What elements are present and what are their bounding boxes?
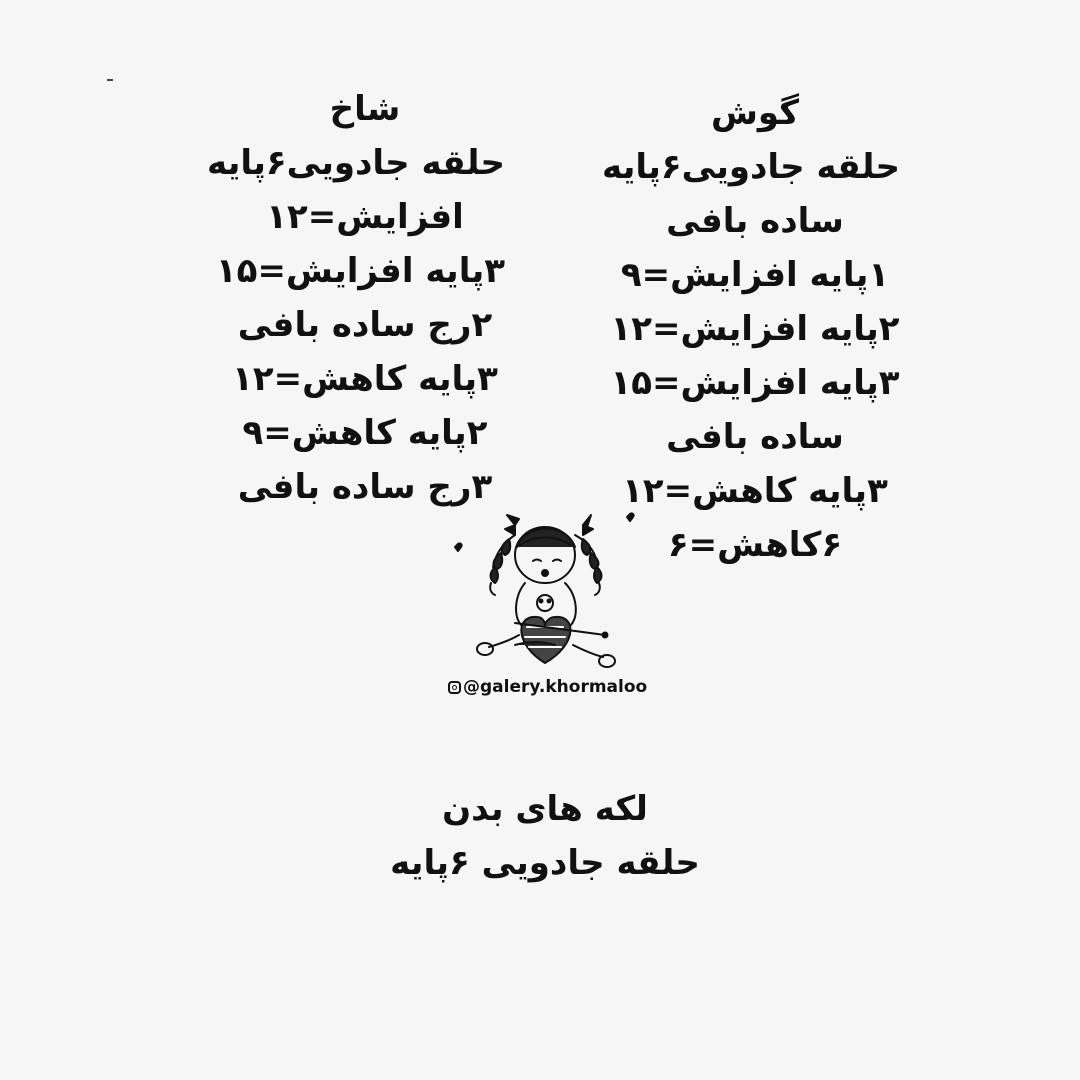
- ear-step: ۱پایه افزایش=۹: [620, 255, 890, 295]
- body-spots-title: لکه های بدن: [442, 789, 648, 829]
- horn-pattern: [206, 82, 505, 514]
- horn-step: افزایش=۱۲: [266, 197, 464, 237]
- horn-step: حلقه جادویی۶پایه: [206, 143, 505, 183]
- ear-step: ساده بافی: [666, 417, 844, 457]
- ear-step: ۳پایه کاهش=۱۲: [622, 471, 888, 511]
- instagram-handle: [448, 677, 647, 697]
- ear-step: ۲پایه افزایش=۱۲: [610, 309, 900, 349]
- horn-step: ۲رج ساده بافی: [237, 305, 493, 345]
- horn-step: ۳پایه کاهش=۱۲: [232, 359, 498, 399]
- horn-step: ۳پایه افزایش=۱۵: [215, 251, 505, 291]
- ear-step: ۶کاهش=۶: [667, 525, 843, 565]
- ear-title: گوش: [710, 93, 799, 133]
- ear-step: ساده بافی: [666, 201, 844, 241]
- ear-pattern: [601, 86, 900, 572]
- body-spots-pattern: [380, 782, 710, 890]
- horn-title: شاخ: [329, 89, 401, 129]
- horn-step: ۲پایه کاهش=۹: [242, 413, 488, 453]
- horn-step: ۳رج ساده بافی: [237, 467, 493, 507]
- instagram-icon: [448, 681, 461, 694]
- ear-step: ۳پایه افزایش=۱۵: [610, 363, 900, 403]
- body-spots-step: حلقه جادویی ۶پایه: [390, 843, 700, 883]
- ear-step: حلقه جادویی۶پایه: [601, 147, 900, 187]
- girl-knitting-logo: [445, 495, 648, 705]
- corner-mark: [107, 79, 113, 81]
- instagram-handle-text: @galery.khormaloo: [463, 677, 648, 697]
